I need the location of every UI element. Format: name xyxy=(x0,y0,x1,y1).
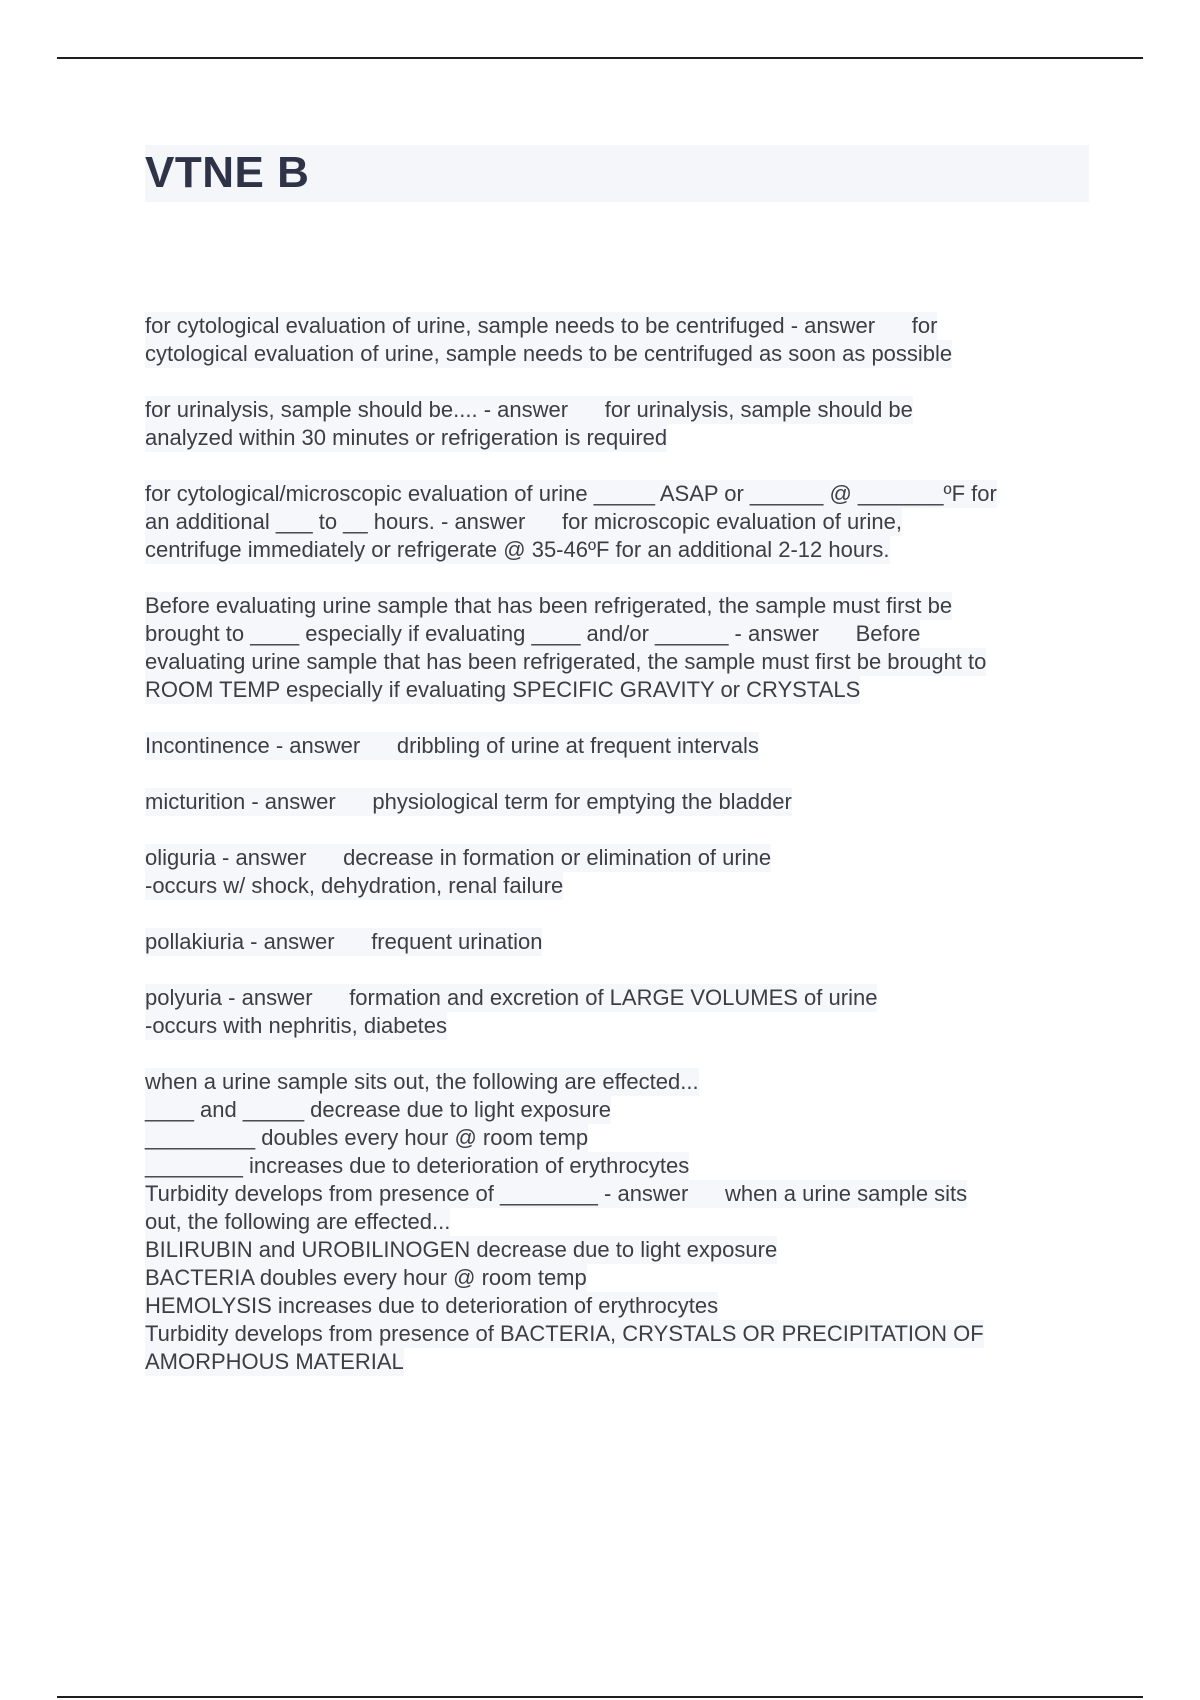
entry-line: when a urine sample sits out, the following are effected... xyxy=(145,1069,699,1094)
flashcard-entry xyxy=(145,732,1085,760)
entry-line: ____ and _____ decrease due to light exposure xyxy=(145,1097,612,1122)
entry-line: ________ increases due to deterioration of erythrocytes xyxy=(145,1153,690,1178)
flashcard-entry xyxy=(145,592,1085,704)
bottom-page-rule xyxy=(57,1696,1143,1698)
entry-line: for urinalysis, sample should be.... - answer for urinalysis, sample should be xyxy=(145,397,913,422)
entry-line: out, the following are effected... xyxy=(145,1209,451,1234)
top-page-rule xyxy=(57,57,1143,59)
flashcard-entry xyxy=(145,928,1085,956)
entry-line: Before evaluating urine sample that has been refrigerated, the sample must first be xyxy=(145,593,953,618)
entry-line: HEMOLYSIS increases due to deterioration of erythrocytes xyxy=(145,1293,719,1318)
entry-line: for cytological evaluation of urine, sample needs to be centrifuged - answer for xyxy=(145,313,938,338)
entry-line: brought to ____ especially if evaluating ____ and/or ______ - answer Before xyxy=(145,621,921,646)
entry-line: for cytological/microscopic evaluation of urine _____ ASAP or ______ @ _______ºF for xyxy=(145,481,997,506)
entry-line: -occurs w/ shock, dehydration, renal failure xyxy=(145,873,564,898)
entry-line: cytological evaluation of urine, sample needs to be centrifuged as soon as possible xyxy=(145,341,953,366)
entry-line: oliguria - answer decrease in formation or elimination of urine xyxy=(145,845,772,870)
flashcard-entry xyxy=(145,984,1085,1040)
flashcard-entry xyxy=(145,1068,1085,1376)
entry-line: pollakiuria - answer frequent urination xyxy=(145,929,543,954)
entry-line: an additional ___ to __ hours. - answer for microscopic evaluation of urine, xyxy=(145,509,902,534)
flashcard-list xyxy=(145,312,1085,1376)
entry-line: _________ doubles every hour @ room temp xyxy=(145,1125,589,1150)
entry-line: Turbidity develops from presence of BACTERIA, CRYSTALS OR PRECIPITATION OF xyxy=(145,1321,984,1346)
entry-line: analyzed within 30 minutes or refrigeration is required xyxy=(145,425,668,450)
entry-line: -occurs with nephritis, diabetes xyxy=(145,1013,448,1038)
entry-line: ROOM TEMP especially if evaluating SPECIFIC GRAVITY or CRYSTALS xyxy=(145,677,861,702)
entry-line: Turbidity develops from presence of ________ - answer when a urine sample sits xyxy=(145,1181,968,1206)
flashcard-entry xyxy=(145,480,1085,564)
flashcard-entry xyxy=(145,396,1085,452)
entry-line: micturition - answer physiological term for emptying the bladder xyxy=(145,789,792,814)
flashcard-entry xyxy=(145,312,1085,368)
entry-line: centrifuge immediately or refrigerate @ 35-46ºF for an additional 2-12 hours. xyxy=(145,537,890,562)
entry-line: AMORPHOUS MATERIAL xyxy=(145,1349,404,1374)
entry-line: Incontinence - answer dribbling of urine at frequent intervals xyxy=(145,733,759,758)
entry-line: BILIRUBIN and UROBILINOGEN decrease due to light exposure xyxy=(145,1237,778,1262)
flashcard-entry xyxy=(145,844,1085,900)
entry-line: evaluating urine sample that has been refrigerated, the sample must first be brought to xyxy=(145,649,987,674)
page-title: VTNE B xyxy=(145,148,310,197)
flashcard-entry xyxy=(145,788,1085,816)
entry-line: polyuria - answer formation and excretion of LARGE VOLUMES of urine xyxy=(145,985,878,1010)
entry-line: BACTERIA doubles every hour @ room temp xyxy=(145,1265,587,1290)
